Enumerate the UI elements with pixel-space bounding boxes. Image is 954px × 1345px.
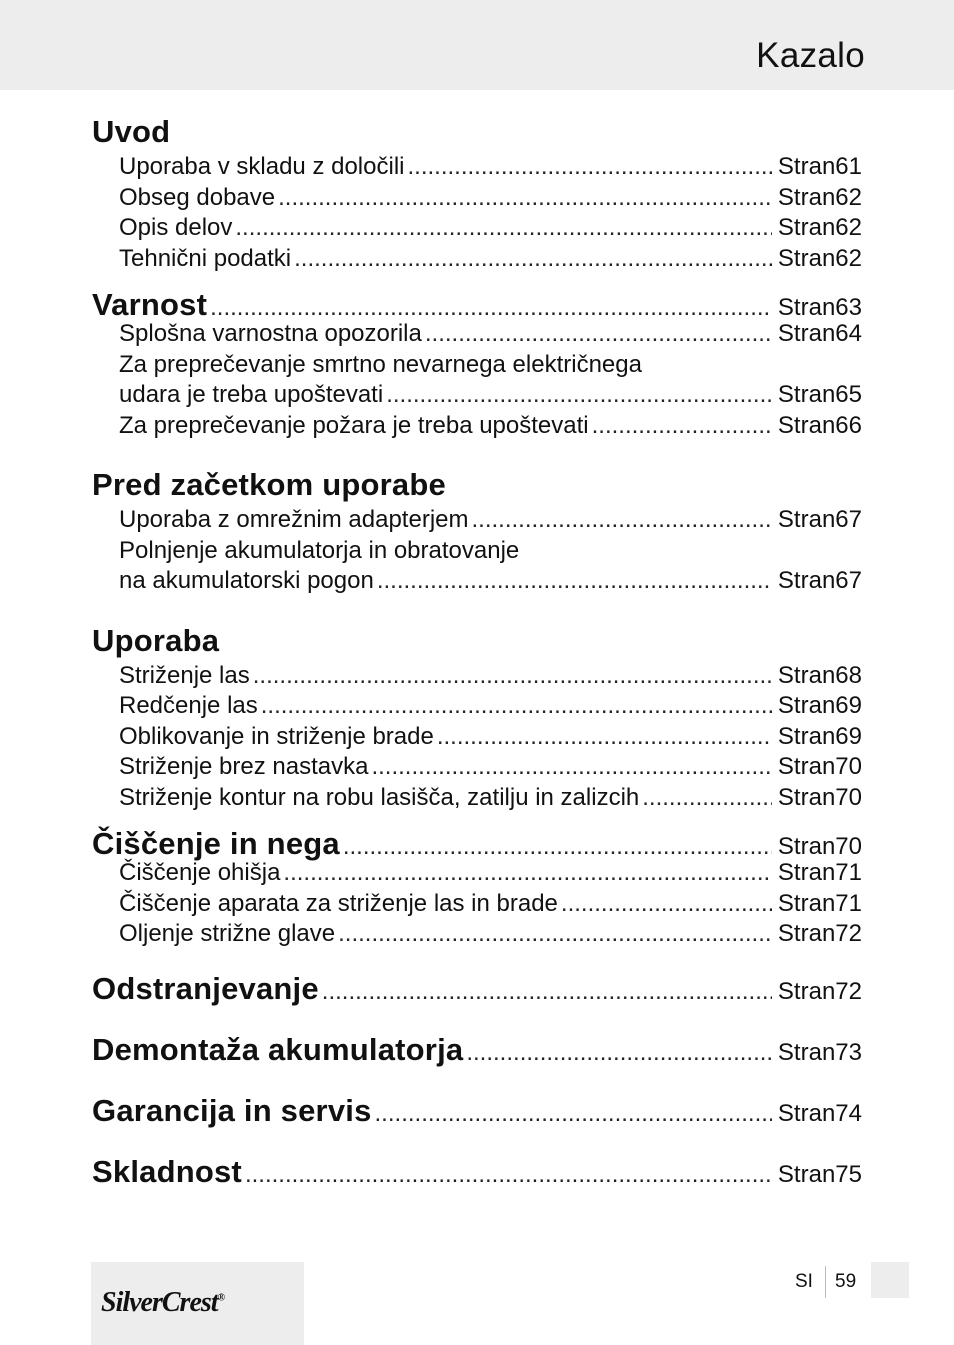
section-title-garancija: Garancija in servis — [92, 1092, 372, 1128]
toc-entry-label: Uporaba z omrežnim adapterjem — [119, 506, 469, 533]
dot-leader — [338, 919, 772, 950]
toc-entry-stran: Stran — [777, 859, 836, 886]
section-title-skladnost: Skladnost — [92, 1153, 242, 1189]
toc-entry-stran: Stran — [777, 753, 836, 780]
toc-entry-page: 62 — [835, 183, 862, 211]
toc-entry-page: 71 — [835, 889, 862, 917]
toc-entry-stran: Stran — [777, 889, 836, 917]
toc-entry-page: 71 — [835, 859, 862, 886]
toc-entry-stran: Stran — [777, 411, 836, 439]
section-title-ciscenje: Čiščenje in nega — [92, 826, 340, 861]
toc-entry-stran: Stran — [777, 244, 836, 272]
dot-leader — [642, 783, 772, 814]
toc-entry-page: 75 — [835, 1160, 862, 1188]
toc-entry-label: Striženje kontur na robu lasišča, zatilju in zalizcih — [119, 783, 640, 811]
toc-entry-stran: Stran — [777, 214, 836, 241]
toc-entry[interactable] — [92, 783, 862, 814]
spacer — [92, 950, 862, 958]
toc-entry-stran: Stran — [777, 506, 836, 533]
toc-entry-page: 74 — [835, 1099, 862, 1127]
toc-entry-stran: Stran — [777, 692, 836, 719]
dot-leader — [407, 152, 771, 183]
toc-entry-label: Oblikovanje in striženje brade — [119, 722, 434, 750]
toc-entry-stran: Stran — [777, 567, 836, 594]
section-title-uvod[interactable]: Uvod — [92, 114, 171, 149]
toc-entry-stran: Stran — [777, 1160, 836, 1188]
dot-leader — [425, 319, 772, 350]
toc-entry-label: na akumulatorski pogon — [119, 567, 374, 594]
toc-entry[interactable] — [92, 661, 862, 692]
toc-entry[interactable] — [92, 380, 862, 411]
toc-entry-label: Za preprečevanje požara je treba upoštevati — [119, 411, 589, 439]
toc-entry-label: Uporaba v skladu z določili — [119, 153, 405, 180]
dot-leader — [253, 661, 772, 692]
toc-entry-page: 70 — [835, 833, 862, 860]
dot-leader — [261, 691, 772, 722]
toc-entry[interactable] — [92, 152, 862, 183]
toc-entry-stran: Stran — [777, 977, 836, 1005]
toc-entry[interactable] — [92, 919, 862, 950]
footer-page-number: 59 — [835, 1271, 857, 1292]
toc-entry[interactable] — [92, 411, 862, 442]
toc-entry[interactable] — [92, 505, 862, 536]
toc-heading-skladnost[interactable] — [92, 1141, 862, 1202]
dot-leader — [437, 722, 772, 753]
toc-entry-stran: Stran — [777, 833, 836, 860]
toc-entry-label: Redčenje las — [119, 692, 258, 719]
toc-entry-label: Obseg dobave — [119, 183, 276, 211]
toc-entry-page: 69 — [835, 722, 862, 750]
toc-entry-stran: Stran — [777, 1038, 836, 1066]
toc-entry-stran: Stran — [777, 294, 836, 321]
registered-mark: ® — [217, 1292, 225, 1304]
dot-leader — [592, 411, 772, 442]
toc-entry-page: 65 — [835, 381, 862, 408]
dot-leader — [235, 213, 772, 244]
toc-entry[interactable] — [92, 752, 862, 783]
toc-entry[interactable] — [92, 889, 862, 920]
toc-heading-garancija[interactable] — [92, 1080, 862, 1141]
section-title-odstranjevanje: Odstranjevanje — [92, 970, 319, 1006]
toc-entry-page: 73 — [835, 1038, 862, 1066]
dot-leader — [472, 505, 772, 536]
section-title-uporaba[interactable]: Uporaba — [92, 622, 220, 658]
toc-entry-page: 70 — [835, 783, 862, 811]
toc-entry-page: 67 — [835, 506, 862, 533]
toc-heading-demontaza[interactable] — [92, 1019, 862, 1080]
footer-language: SI — [795, 1271, 813, 1292]
toc-entry-label: Splošna varnostna opozorila — [119, 320, 422, 347]
toc-entry[interactable] — [92, 244, 862, 275]
dot-leader — [371, 752, 771, 783]
toc-entry-label: Oljenje strižne glave — [119, 920, 336, 947]
toc-entry-stran: Stran — [777, 381, 836, 408]
toc-entry-stran: Stran — [777, 183, 836, 211]
toc-entry-page: 67 — [835, 567, 862, 594]
section-title-pred-zacetkom[interactable]: Pred začetkom uporabe — [92, 467, 446, 502]
toc-entry-stran: Stran — [777, 661, 836, 689]
toc-entry-stran: Stran — [777, 722, 836, 750]
toc-entry[interactable] — [92, 319, 862, 350]
toc-entry[interactable] — [92, 566, 862, 597]
logo-text: SilverCrest — [101, 1287, 218, 1318]
toc-entry-page: 63 — [835, 294, 862, 321]
toc-entry-stran: Stran — [777, 1099, 836, 1127]
toc-entry-page: 72 — [835, 977, 862, 1005]
toc-entry-stran: Stran — [777, 783, 836, 811]
footer-divider — [825, 1266, 826, 1298]
toc-entry-stran: Stran — [777, 320, 836, 347]
dot-leader — [386, 380, 772, 411]
toc-heading-odstranjevanje[interactable] — [92, 958, 862, 1019]
toc-entry-page: 64 — [835, 320, 862, 347]
toc-entry-label: Čiščenje aparata za striženje las in brade — [119, 889, 558, 917]
dot-leader — [294, 244, 772, 275]
toc-entry-label: udara je treba upoštevati — [119, 381, 384, 408]
toc-entry-page: 61 — [835, 153, 862, 180]
toc-entry-stran: Stran — [777, 920, 836, 947]
spacer — [92, 597, 862, 621]
toc-entry[interactable] — [92, 183, 862, 214]
toc-entry[interactable] — [92, 213, 862, 244]
toc-entry-label: Tehnični podatki — [119, 244, 292, 272]
section-ciscenje — [92, 813, 862, 950]
toc-entry-page: 70 — [835, 753, 862, 780]
toc-entry-page: 72 — [835, 920, 862, 947]
table-of-contents — [92, 112, 862, 1202]
toc-entry-label: Opis delov — [119, 214, 233, 241]
toc-entry-label-line1[interactable]: Polnjenje akumulatorja in obratovanje — [119, 536, 520, 564]
dot-leader — [377, 566, 772, 597]
section-title-varnost: Varnost — [92, 287, 208, 322]
toc-entry-label-line1[interactable]: Za preprečevanje smrtno nevarnega električnega — [119, 350, 642, 378]
toc-entry[interactable] — [92, 858, 862, 889]
toc-entry[interactable] — [92, 722, 862, 753]
toc-entry-label: Čiščenje ohišja — [119, 859, 281, 886]
dot-leader — [283, 858, 772, 889]
dot-leader — [561, 889, 772, 920]
dot-leader — [375, 1083, 772, 1144]
section-varnost — [92, 274, 862, 441]
silvercrest-logo — [101, 1287, 224, 1319]
toc-entry-page: 69 — [835, 692, 862, 719]
section-title-demontaza: Demontaža akumulatorja — [92, 1031, 464, 1067]
section-pred-zacetkom — [92, 465, 862, 597]
toc-entry-stran: Stran — [777, 153, 836, 180]
page-title: Kazalo — [756, 36, 865, 75]
toc-entry-page: 62 — [835, 214, 862, 241]
toc-entry-label: Striženje brez nastavka — [119, 753, 369, 780]
footer-tab-marker — [871, 1262, 909, 1298]
section-uporaba — [92, 621, 862, 814]
section-uvod — [92, 112, 862, 274]
toc-entry-page: 68 — [835, 661, 862, 689]
toc-entry-label: Striženje las — [119, 661, 250, 689]
toc-entry[interactable] — [92, 691, 862, 722]
dot-leader — [245, 1144, 772, 1205]
dot-leader — [278, 183, 772, 214]
dot-leader — [322, 961, 772, 1022]
spacer — [92, 441, 862, 465]
dot-leader — [466, 1022, 772, 1083]
toc-entry-page: 66 — [835, 411, 862, 439]
toc-entry-page: 62 — [835, 244, 862, 272]
